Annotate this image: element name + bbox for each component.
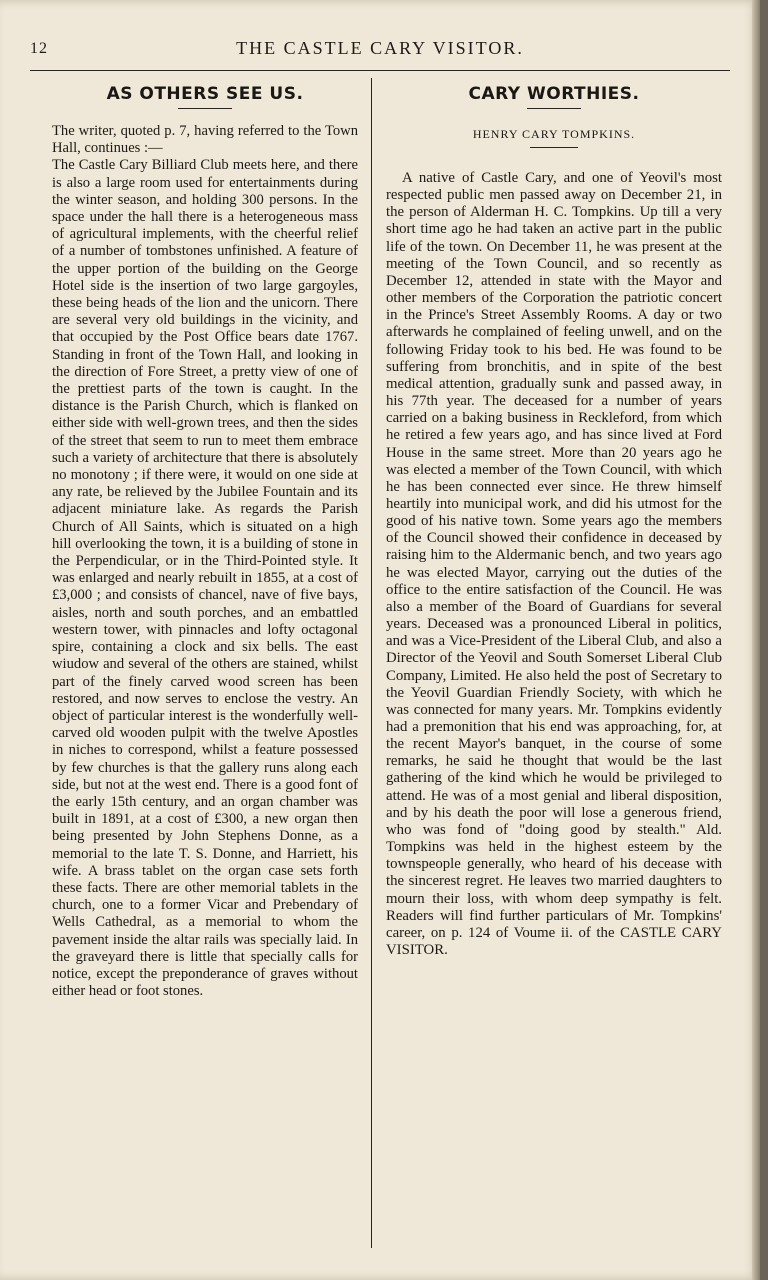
page-spine-shadow	[752, 0, 760, 1280]
article-subtitle: HENRY CARY TOMPKINS.	[472, 127, 636, 141]
header-rule	[30, 70, 730, 71]
title-rule	[527, 108, 581, 109]
article-body-paragraph: The Castle Cary Billiard Club meets here, and there is also a large room used for entertainments during the winter season, and holding 300 persons. In the space under the hall there is a heterogeneous mass of agricultural implements, with the cheerful relief of a number of tombstones unfinished. A feature of the upper portion of the building on the George Hotel side is the insertion of two large gargoyles, these being heads of the lion and the unicorn. There are several very old buildings in the vicinity, and that occupied by the Post Office bears date 1767. Standing in front of the Town Hall, and looking in the direction of Fore Street, a pretty view of one of the prettiest parts of the town is caught. In the distance is the Parish Church, which is flanked on either side with well-grown trees, and then the sides of the street that seem to run to meet them embrace such a variety of architecture that there is absolutely no monotony ; if there were, it would on one side at any rate, be relieved by the Jubilee Fountain and its adjacent miniature lake. As regards the Parish Church of All Saints, which is situated on a high hill overlooking the town, it is a building of stone in the Perpendicular, or in the Third-Pointed style. It was enlarged and nearly rebuilt in 1855, at a cost of £3,000 ; and consists of chancel, nave of five bays, aisles, north and south porches, and an embattled western tower, with pinnacles and lofty octagonal spire, containing a clock and six bells. The east wiudow and several of the others are stained, whilst part of the finely carved wood screen has been restored, and now serves to enclose the vestry. An object of particular interest is the wonderfully well-carved old wooden pulpit with the twelve Apostles in niches to correspond, whilst a feature possessed by few churches is that the gallery runs along each side, but not at the west end. There is a good font of the early 15th century, and an organ chamber was built in 1891, at a cost of £300, a new organ then being presented by John Stephens Donne, as a memorial to the late T. S. Donne, and Harriett, his wife. A brass tablet on the organ case sets forth these facts. There are other memorial tablets in the church, one to a former Vicar and Prebendary of Wells Cathedral, as a memorial to whom the pavement inside the altar rails was specially laid. In the graveyard there is little that specially calls for notice, except the preponderance of graves without either head or foot stones.	[52, 157, 358, 1000]
article-title-as-others-see-us: AS OTHERS SEE US.	[106, 84, 304, 104]
article-body	[52, 123, 358, 1000]
subtitle-rule	[530, 147, 578, 148]
right-column-article	[386, 84, 722, 959]
article-body	[386, 170, 722, 959]
page-number: 12	[30, 40, 48, 57]
title-rule	[178, 108, 232, 109]
running-header	[30, 38, 730, 62]
article-title-cary-worthies: CARY WORTHIES.	[468, 84, 640, 104]
obituary-paragraph: A native of Castle Cary, and one of Yeovil's most respected public men passed away on December 21, in the person of Alderman H. C. Tompkins. Up till a very short time ago he had taken an active part in the public life of the town. On December 11, he was present at the meeting of the Town Council, and so recently as December 12, attended in state with the Mayor and other members of the Corporation the patriotic concert in the Prince's Street Assembly Rooms. A day or two afterwards he complained of feeling unwell, and on the following Friday took to his bed. He was found to be suffering from bronchitis, and in spite of the best medical attention, gradually sunk and passed away, in his 77th year. The deceased for a number of years carried on a baking business in Reckleford, from which he retired a few years ago, and has since lived at Ford House in the same street. More than 20 years ago he was elected a member of the Town Council, with which he has been connected ever since. He threw himself heartily into municipal work, and did his utmost for the good of his native town. Some years ago the members of the Council showed their confidence in deceased by raising him to the Aldermanic bench, and two years ago he was elected Mayor, carrying out the duties of the office to the entire satisfaction of the Council. He was also a member of the Board of Guardians for several years. Deceased was a pronounced Liberal in politics, and was a Vice-President of the Liberal Club, and also a Director of the Yeovil and South Somerset Liberal Club Company, Limited. He also held the post of Secretary to the Yeovil Guardian Friendly Society, with which he was connected for many years. Mr. Tompkins evidently had a premonition that his end was approaching, for, at the recent Mayor's banquet, in the course of some remarks, he said he thought that would be the last gathering of the kind which he would be privileged to attend. He was of a most genial and liberal disposition, and by his death the poor will lose a generous friend, who was fond of "doing good by stealth." Ald. Tompkins was held in the highest esteem by the townspeople generally, who heard of his decease with the sincerest regret. He leaves two married daughters to mourn their loss, with whom deep sympathy is felt. Readers will find further particulars of Mr. Tompkins' career, on p. 124 of Voume ii. of the CASTLE CARY VISITOR.	[386, 170, 722, 959]
left-column-article	[52, 84, 358, 1000]
journal-title: THE CASTLE CARY VISITOR.	[236, 38, 524, 58]
article-intro-paragraph: The writer, quoted p. 7, having referred to the Town Hall, continues :—	[52, 123, 358, 157]
column-divider	[371, 78, 372, 1248]
